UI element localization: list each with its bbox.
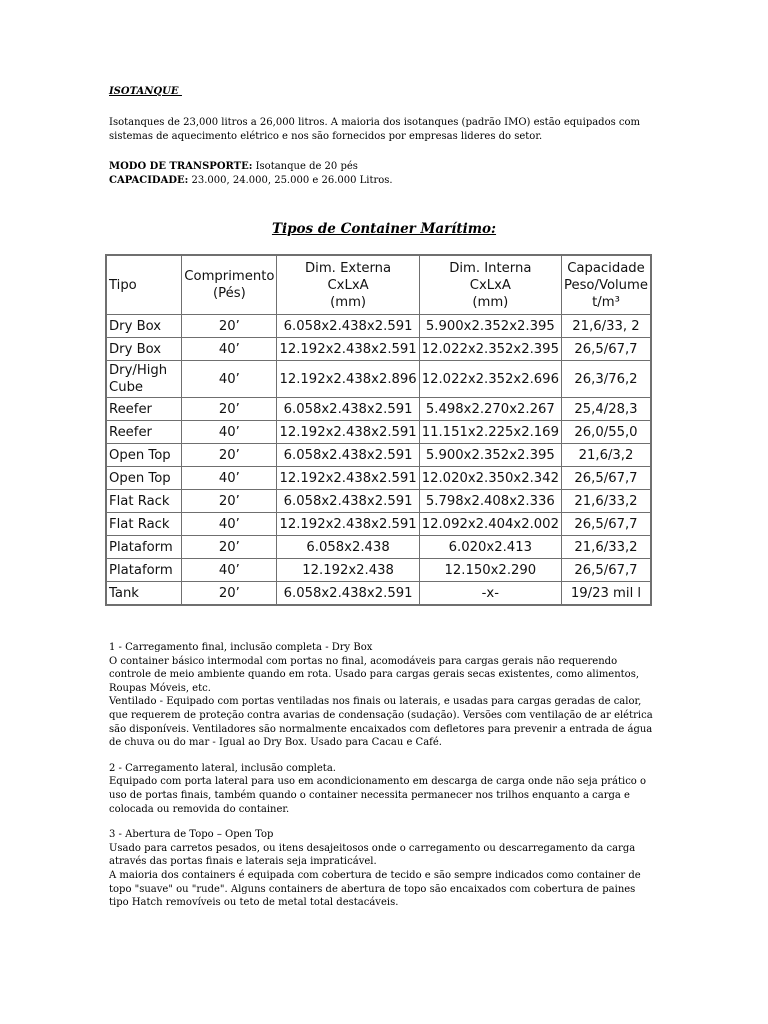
- cell-dim-externa: 12.192x2.438x2.591: [277, 421, 419, 444]
- intro-paragraph: Isotanques de 23,000 litros a 26,000 litros. A maioria dos isotanques (padrão IMO) estão equipados com sistemas de aquecimento elétrico e nos são fornecidos por empresas lideres do setor.: [109, 117, 641, 142]
- section-text: O container básico intermodal com portas no final, acomodáveis para cargas gerais não requerendo controle de meio ambiente quando em rota. Usado para cargas gerais secas existentes, como alimentos, Roupas Móveis, etc.: [109, 655, 640, 694]
- cell-tipo: Tank: [107, 582, 182, 605]
- cell-tipo: Reefer: [107, 398, 182, 421]
- table-row: [107, 421, 651, 444]
- cell-dim-externa: 12.192x2.438x2.591: [277, 467, 419, 490]
- cell-dim-interna: 12.022x2.352x2.696: [419, 361, 561, 398]
- cell-dim-externa: 6.058x2.438: [277, 536, 419, 559]
- cell-comprimento: 40’: [182, 513, 277, 536]
- section-open-top: [109, 828, 657, 910]
- section-text: Ventilado - Equipado com portas ventiladas nos finais ou laterais, e usadas para cargas geradas de calor, que requerem de proteção contra avarias de condensação (sudação). Versões com ventilação de ar elétrica são disponíveis. Ventiladores são normalmente encaixados com defletores para prevenir a entrada de água de chuva ou do mar - Igual ao Dry Box. Usado para Cacau e Café.: [109, 696, 653, 749]
- table-row: [107, 490, 651, 513]
- table-row: [107, 559, 651, 582]
- cell-tipo: Open Top: [107, 467, 182, 490]
- cell-capacidade: 19/23 mil l: [561, 582, 650, 605]
- cell-comprimento: 40’: [182, 361, 277, 398]
- cell-comprimento: 20’: [182, 398, 277, 421]
- cell-dim-interna: 12.022x2.352x2.395: [419, 338, 561, 361]
- cell-capacidade: 26,5/67,7: [561, 559, 650, 582]
- cell-capacidade: 26,5/67,7: [561, 338, 650, 361]
- cell-capacidade: 21,6/33,2: [561, 536, 650, 559]
- cell-dim-interna: 12.092x2.404x2.002: [419, 513, 561, 536]
- cell-dim-externa: 12.192x2.438x2.591: [277, 338, 419, 361]
- cell-tipo: Dry Box: [107, 338, 182, 361]
- cell-dim-interna: 5.798x2.408x2.336: [419, 490, 561, 513]
- cell-dim-interna: -x-: [419, 582, 561, 605]
- capacity-value: 23.000, 24.000, 25.000 e 26.000 Litros.: [188, 174, 393, 186]
- cell-capacidade: 26,3/76,2: [561, 361, 650, 398]
- cell-dim-externa: 6.058x2.438x2.591: [277, 315, 419, 338]
- cell-tipo: Flat Rack: [107, 490, 182, 513]
- container-types-table: [106, 255, 651, 605]
- cell-comprimento: 20’: [182, 536, 277, 559]
- mode-label: MODO DE TRANSPORTE:: [109, 161, 253, 172]
- capacity-label: CAPACIDADE:: [109, 174, 189, 186]
- table-header-row: [107, 256, 651, 315]
- table-row: [107, 315, 651, 338]
- cell-dim-externa: 12.192x2.438: [277, 559, 419, 582]
- table-row: [107, 582, 651, 605]
- mode-value: Isotanque de 20 pés: [252, 161, 358, 172]
- cell-capacidade: 21,6/3,2: [561, 444, 650, 467]
- header-dim-interna: Dim. Interna CxLxA (mm): [419, 256, 561, 315]
- cell-tipo: Dry Box: [107, 315, 182, 338]
- section-text: A maioria dos containers é equipada com cobertura de tecido e são sempre indicados como container de topo "suave" ou "rude". Alguns containers de abertura de topo são encaixados com cobertura de paines tipo Hatch removíveis ou teto de metal total destacáveis.: [109, 869, 641, 909]
- cell-dim-externa: 6.058x2.438x2.591: [277, 398, 419, 421]
- cell-dim-interna: 5.900x2.352x2.395: [419, 315, 561, 338]
- cell-capacidade: 26,5/67,7: [561, 467, 650, 490]
- cell-comprimento: 20’: [182, 582, 277, 605]
- cell-comprimento: 20’: [182, 315, 277, 338]
- cell-dim-externa: 6.058x2.438x2.591: [277, 490, 419, 513]
- heading-isotanque: ISOTANQUE: [109, 86, 182, 97]
- cell-capacidade: 21,6/33,2: [561, 490, 650, 513]
- section-text: Equipado com porta lateral para uso em acondicionamento em descarga de carga onde não seja prático o uso de portas finais, também quando o container necessita permanecer nos trilhos enquanto a carga e colocada ou removida do container.: [109, 776, 647, 815]
- cell-dim-interna: 5.498x2.270x2.267: [419, 398, 561, 421]
- cell-dim-externa: 6.058x2.438x2.591: [277, 582, 419, 605]
- cell-dim-interna: 12.150x2.290: [419, 559, 561, 582]
- cell-dim-interna: 6.020x2.413: [419, 536, 561, 559]
- cell-dim-externa: 12.192x2.438x2.896: [277, 361, 419, 398]
- table-row: [107, 513, 651, 536]
- cell-comprimento: 20’: [182, 444, 277, 467]
- cell-capacidade: 21,6/33, 2: [561, 315, 650, 338]
- cell-comprimento: 40’: [182, 559, 277, 582]
- sections: [109, 641, 657, 922]
- cell-tipo: Open Top: [107, 444, 182, 467]
- section-title: 2 - Carregamento lateral, inclusão completa.: [109, 762, 336, 774]
- table-title: Tipos de Container Marítimo:: [271, 221, 497, 237]
- cell-comprimento: 40’: [182, 467, 277, 490]
- transport-mode-block: [109, 160, 649, 187]
- cell-capacidade: 26,5/67,7: [561, 513, 650, 536]
- cell-dim-interna: 12.020x2.350x2.342: [419, 467, 561, 490]
- section-dry-box: [109, 641, 657, 750]
- section-carregamento-lateral: [109, 762, 657, 816]
- cell-tipo: Plataform: [107, 536, 182, 559]
- cell-comprimento: 40’: [182, 421, 277, 444]
- cell-dim-interna: 5.900x2.352x2.395: [419, 444, 561, 467]
- header-dim-externa: Dim. Externa CxLxA (mm): [277, 256, 419, 315]
- cell-dim-interna: 11.151x2.225x2.169: [419, 421, 561, 444]
- section-text: Usado para carretos pesados, ou itens desajeitosos onde o carregamento ou descarregamento da carga através das portas finais e laterais seja impraticável.: [109, 842, 636, 868]
- table-row: [107, 361, 651, 398]
- cell-tipo: Plataform: [107, 559, 182, 582]
- table-row: [107, 536, 651, 559]
- cell-tipo: Dry/High Cube: [107, 361, 182, 398]
- cell-tipo: Flat Rack: [107, 513, 182, 536]
- section-title: 1 - Carregamento final, inclusão completa - Dry Box: [109, 642, 373, 653]
- table-row: [107, 444, 651, 467]
- cell-comprimento: 20’: [182, 490, 277, 513]
- cell-tipo: Reefer: [107, 421, 182, 444]
- header-capacidade: Capacidade Peso/Volume t/m³: [561, 256, 650, 315]
- cell-capacidade: 25,4/28,3: [561, 398, 650, 421]
- cell-dim-externa: 12.192x2.438x2.591: [277, 513, 419, 536]
- header-comprimento: Comprimento (Pés): [182, 256, 277, 315]
- cell-capacidade: 26,0/55,0: [561, 421, 650, 444]
- header-tipo: Tipo: [107, 256, 182, 315]
- table-row: [107, 467, 651, 490]
- table-row: [107, 398, 651, 421]
- table-row: [107, 338, 651, 361]
- section-title: 3 - Abertura de Topo – Open Top: [109, 829, 274, 841]
- cell-comprimento: 40’: [182, 338, 277, 361]
- cell-dim-externa: 6.058x2.438x2.591: [277, 444, 419, 467]
